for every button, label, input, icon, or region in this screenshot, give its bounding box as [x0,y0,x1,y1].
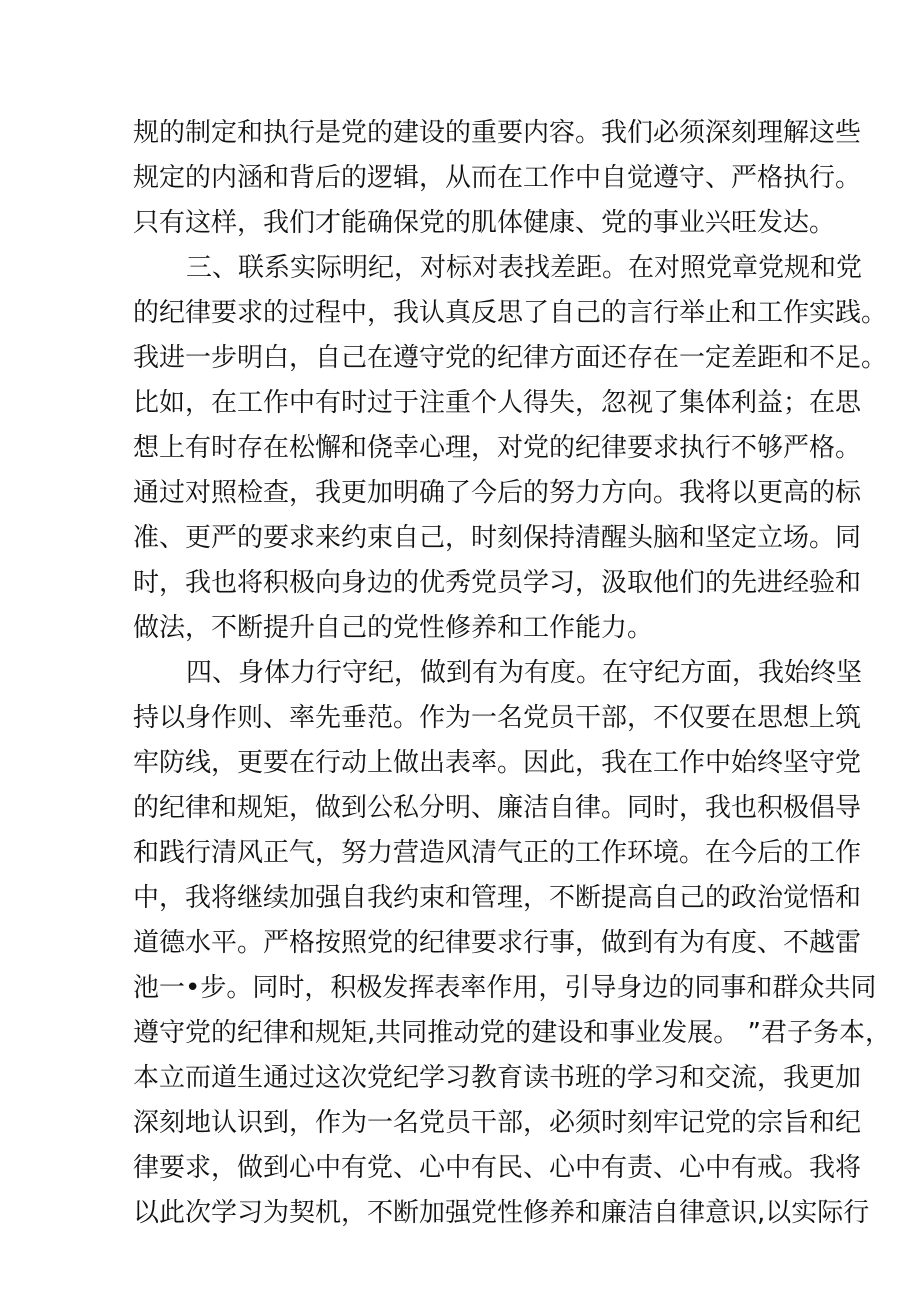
text-line: 规定的内涵和背后的逻辑，从而在工作中自觉遵守、严格执行。 [133,163,862,193]
text-line: 的纪律要求的过程中，我认真反思了自己的言行举止和工作实践。 [133,298,888,328]
text-line: 时，我也将积极向身边的优秀党员学习，汲取他们的先进经验和 [133,568,862,598]
text-line: 持以身作则、率先垂范。作为一名党员干部，不仅要在思想上筑 [133,703,862,733]
text-line: 准、更严的要求来约束自己，时刻保持清醒头脑和坚定立场。同 [133,523,862,553]
text-line: 只有这样，我们才能确保党的肌体健康、党的事业兴旺发达。 [133,208,836,238]
text-line: 中，我将继续加强自我约束和管理，不断提高自己的政治觉悟和 [133,883,862,913]
text-line: 我进一步明白，自己在遵守党的纪律方面还存在一定差距和不足。 [133,343,888,373]
text-line: 深刻地认识到，作为一名党员干部，必须时刻牢记党的宗旨和纪 [133,1108,862,1138]
section-three-heading-line: 三、联系实际明纪，对标对表找差距。在对照党章党规和党 [186,253,863,283]
text-line: 做法，不断提升自己的党性修养和工作能力。 [133,613,654,643]
text-line: 本立而道生通过这次党纪学习教育读书班的学习和交流，我更加 [133,1063,862,1093]
text-line: 牢防线，更要在行动上做出表率。因此，我在工作中始终坚守党 [133,748,862,778]
text-line: 律要求，做到心中有党、心中有民、心中有责、心中有戒。我将 [133,1153,862,1183]
text-line: 道德水平。严格按照党的纪律要求行事，做到有为有度、不越雷 [133,928,862,958]
text-line: 池一•步。同时，积极发挥表率作用，引导身边的同事和群众共同 [133,973,877,1003]
text-line: 的纪律和规矩，做到公私分明、廉洁自律。同时，我也积极倡导 [133,793,862,823]
text-line: 和践行清风正气，努力营造风清气正的工作环境。在今后的工作 [133,838,862,868]
text-line: 通过对照检查，我更加明确了今后的努力方向。我将以更高的标 [133,478,862,508]
text-line: 规的制定和执行是党的建设的重要内容。我们必须深刻理解这些 [133,118,862,148]
section-four-heading-line: 四、身体力行守纪，做到有为有度。在守纪方面，我始终坚 [186,658,863,688]
text-line: 遵守党的纪律和规矩,共同推动党的建设和事业发展。 ”君子务本， [133,1018,891,1048]
text-line: 以此次学习为契机，不断加强党性修养和廉洁自律意识,以实际行 [133,1198,870,1228]
text-line: 想上有时存在松懈和侥幸心理，对党的纪律要求执行不够严格。 [133,433,862,463]
text-line: 比如，在工作中有时过于注重个人得失，忽视了集体利益；在思 [133,388,862,418]
